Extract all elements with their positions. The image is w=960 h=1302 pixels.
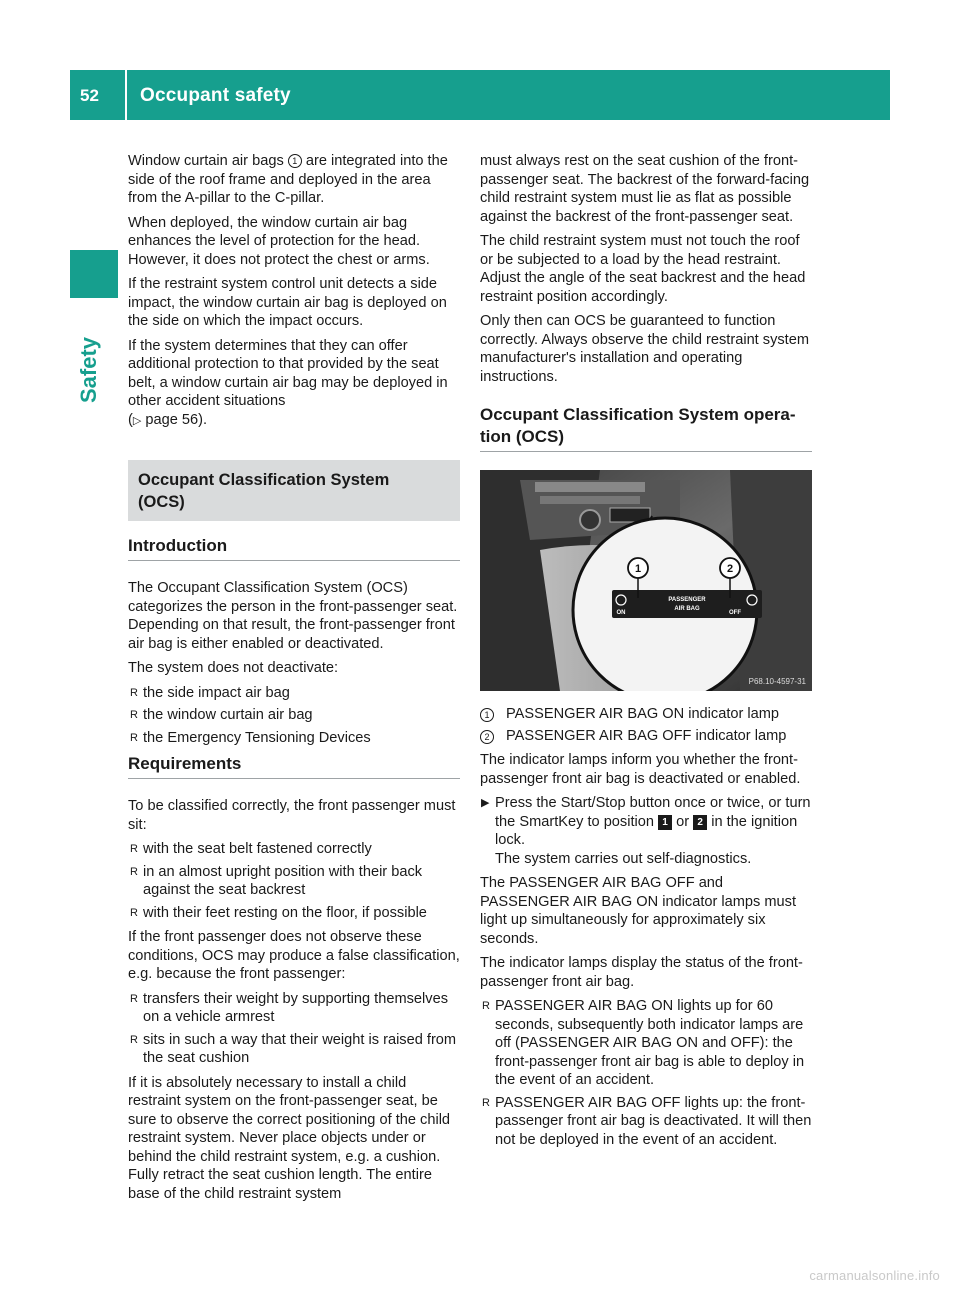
paragraph: The system does not deactivate:: [128, 660, 339, 676]
paragraph: When deployed, the window curtain air bag enhances the level of protection for the head. However, it does not protect the chest or arms.: [128, 214, 430, 268]
paragraph: If the system determines that they can offer additional protection to that provided by the seat belt, a window curtain air bag may be deployed in other accident situations (▷ page 56).: [128, 337, 448, 428]
list-item: R sits in such a way that their weight is raised from the seat cushion: [130, 1031, 457, 1066]
list-item: R the window curtain air bag: [130, 707, 313, 723]
callout-1-label: 1: [634, 563, 642, 575]
ocs-section-box: Occupant Classification System (OCS): [128, 460, 460, 521]
step-result: The system carries out self-diagnostics.: [495, 850, 752, 867]
paragraph: If the front passenger does not observe these conditions, OCS may produce a false classification, e.g. because the front passenger:: [128, 929, 460, 982]
position-key-2: 2: [693, 815, 707, 830]
list-item: R with their feet resting on the floor, if possible: [130, 904, 427, 921]
intro-bullet-list: [128, 684, 460, 748]
status-bullet-list: [480, 997, 812, 1149]
panel-off-label: OFF: [729, 610, 741, 616]
bullet-icon: R: [482, 1096, 490, 1109]
instruction-step: ▶ Press the Start/Stop button once or twice, or turn the SmartKey to position 1 or 2 in the ignition lock. The system carries out self-diagnostics.: [481, 795, 811, 867]
bullet-icon: R: [130, 686, 138, 699]
section-title: Occupant safety: [140, 85, 291, 106]
paragraph: The PASSENGER AIR BAG OFF and PASSENGER AIR BAG ON indicator lamps must light up simultaneously for approximately six seconds.: [480, 875, 797, 947]
header-divider: [125, 70, 127, 120]
callout-2-label: 2: [726, 563, 734, 575]
ocs-operation-heading: Occupant Classification System opera- tion (OCS): [480, 404, 812, 452]
step-arrow-icon: ▶: [481, 797, 490, 809]
panel-passenger-label: PASSENGER: [668, 597, 706, 603]
paragraph: To be classified correctly, the front passenger must sit:: [128, 798, 456, 833]
position-key-1: 1: [658, 815, 672, 830]
paragraph: The child restraint system must not touch the roof or be subjected to a load by the head restraint. Adjust the angle of the seat backrest and the head restraint position accordingly.: [480, 233, 806, 305]
list-item: R PASSENGER AIR BAG ON lights up for 60 seconds, subsequently both indicator lamps are off (PASSENGER AIR BAG ON and OFF): the front-passenger front air bag is able to deploy in the event of an accident.: [482, 998, 805, 1088]
ocs-indicator-photo: [480, 470, 812, 691]
paragraph: If it is absolutely necessary to install a child restraint system on the front-passenger seat, be sure to observe the correct positioning of the child restraint system. Never place objects under or behind the child restraint system, e.g. a cushion. Fully retract the seat cushion length. The entire base of the child restraint system: [128, 1074, 451, 1202]
bullet-icon: R: [130, 731, 138, 744]
left-column: [128, 152, 460, 1209]
list-item: R the Emergency Tensioning Devices: [130, 729, 371, 746]
requirements-bullet-list: [128, 840, 460, 922]
paragraph: The Occupant Classification System (OCS) categorizes the person in the front-passenger seat. Depending on that result, the front-passenger front air bag is either enabled or deactivated.: [128, 580, 458, 652]
side-tab-label: Safety: [76, 336, 101, 403]
xref-arrow-icon: ▷: [132, 414, 142, 427]
intro-heading: Introduction: [128, 535, 460, 561]
false-classification-bullet-list: [128, 990, 460, 1068]
paragraph: The indicator lamps display the status of the front-passenger front air bag.: [480, 955, 803, 990]
bullet-icon: R: [130, 865, 138, 878]
list-item: R the side impact air bag: [130, 684, 290, 701]
bullet-icon: R: [130, 709, 138, 721]
right-column: [480, 152, 812, 1155]
list-item: R transfers their weight by supporting themselves on a vehicle armrest: [130, 990, 448, 1025]
bullet-icon: R: [130, 906, 138, 919]
legend-item: 1 PASSENGER AIR BAG ON indicator lamp: [480, 705, 812, 724]
paragraph: The indicator lamps inform you whether the front-passenger front air bag is deactivated or enabled.: [480, 752, 801, 787]
callout-number: 2: [480, 730, 494, 744]
bullet-icon: R: [130, 992, 138, 1005]
bullet-icon: R: [482, 1000, 490, 1012]
image-code: P68.10-4597-31: [748, 677, 806, 686]
callout-number: 1: [480, 708, 494, 722]
list-item: R PASSENGER AIR BAG OFF lights up: the front-passenger front air bag is deactivated. It will then not be deployed in the event of an accident.: [482, 1094, 812, 1148]
list-item: R in an almost upright position with their back against the seat backrest: [130, 863, 423, 898]
paragraph: If the restraint system control unit detects a side impact, the window curtain air bag is deployed on the side on which the impact occurs.: [128, 276, 447, 329]
list-item: R with the seat belt fastened correctly: [130, 841, 372, 857]
callout-number: 1: [288, 154, 302, 168]
paragraph: Window curtain air bags 1 are integrated into the side of the roof frame and deployed in the area from the A-pillar to the C-pillar.: [128, 153, 448, 206]
page-number: 52: [80, 86, 99, 105]
instruction-steps: [480, 794, 812, 868]
bullet-icon: R: [130, 843, 138, 855]
watermark: carmanualsonline.info: [809, 1268, 940, 1283]
dashboard-illustration: [480, 470, 812, 691]
paragraph: Only then can OCS be guaranteed to function correctly. Always observe the child restraint system manufacturer's installation and operating instructions.: [480, 313, 810, 385]
requirements-heading: Requirements: [128, 753, 460, 779]
paragraph: must always rest on the seat cushion of the front-passenger seat. The backrest of the forward-facing child restraint system must lie as flat as possible against the backrest of the front-passenger seat.: [480, 153, 810, 225]
bullet-icon: R: [130, 1033, 138, 1046]
page-reference-link[interactable]: page 56: [145, 411, 199, 428]
panel-on-label: ON: [616, 610, 626, 616]
legend-item: 2 PASSENGER AIR BAG OFF indicator lamp: [480, 727, 812, 746]
panel-airbag-label: AIR BAG: [674, 606, 700, 612]
side-tab-marker: [70, 250, 118, 298]
